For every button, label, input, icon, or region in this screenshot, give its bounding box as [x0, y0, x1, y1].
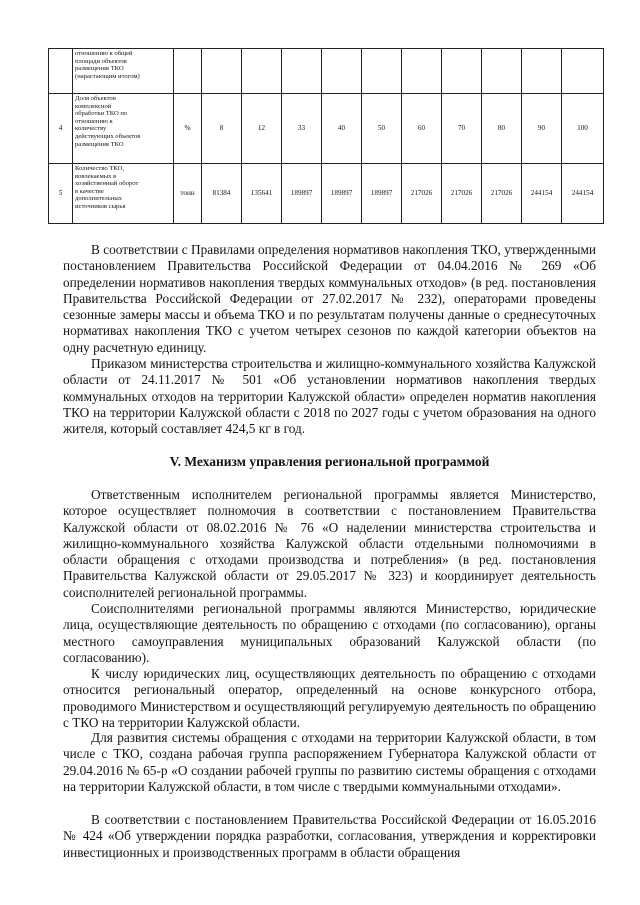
description-line: хозяйственный оборот [75, 180, 139, 188]
value-cell: 189897 [322, 164, 362, 224]
unit-cell [174, 49, 202, 94]
indicators-table [48, 48, 604, 224]
value-cell: 189897 [282, 164, 322, 224]
table-row [49, 49, 604, 94]
value-cell [402, 49, 442, 94]
value-cell: 40 [322, 94, 362, 164]
value-cell: 33 [282, 94, 322, 164]
row-number: 4 [49, 94, 73, 164]
value-cell: 70 [442, 94, 482, 164]
value-cell: 60 [402, 94, 442, 164]
value-cell: 189897 [362, 164, 402, 224]
paragraph-regional-operator: К числу юридических лиц, осуществляющих деятельность по обращению с отходами относится региональный оператор, определенный на основе конкурсного отбора, проводимого Министерством и осуществляющий регулируемую деятельность по обращению с ТКО на территории Калужской области. [63, 666, 596, 730]
value-cell: 90 [522, 94, 562, 164]
description-line: вовлекаемых в [75, 172, 117, 180]
paragraph-norms-rules: В соответствии с Правилами определения нормативов накопления ТКО, утвержденными постановлением Правительства Российской Федерации от 04.04.2016 № 269 «Об определении нормативов накопления твердых коммунальных отходов» (в ред. постановления Правительства Российской Федерации от 27.02.2017 № 232), операторами проведены сезонные замеры массы и объема ТКО и по результатам получены данные о среднесуточных нормативах накопления ТКО с учетом четырех сезонов по каждой категории объектов на одну расчетную единицу. [63, 242, 596, 355]
description-line: площади объектов [75, 57, 127, 65]
description-line: размещения ТКО [75, 140, 124, 148]
description-line: отношению к общей [75, 50, 133, 57]
value-cell [322, 49, 362, 94]
value-cell: 244154 [522, 164, 562, 224]
section-heading: V. Механизм управления региональной программой [169, 454, 490, 469]
value-cell [202, 49, 242, 94]
value-cell: 100 [562, 94, 604, 164]
value-cell [562, 49, 604, 94]
table-row [49, 94, 604, 164]
value-cell [482, 49, 522, 94]
description-line: количеству [75, 125, 107, 133]
value-cell: 12 [242, 94, 282, 164]
value-cell: 80 [482, 94, 522, 164]
description-line: размещения ТКО [75, 65, 124, 73]
value-cell [522, 49, 562, 94]
row-number [49, 49, 73, 94]
paragraph-working-group: Для развития системы обращения с отходами на территории Калужской области, в том числе с ТКО, создана рабочая группа распоряжением Губернатора Калужской области от 29.04.2016 № 65-р «О создании рабочей группы по развитию системы обращения с отходами на территории Калужской области, в том числе с твердыми коммунальными отходами». [63, 730, 596, 794]
paragraph-co-executors: Соисполнителями региональной программы являются Министерство, юридические лица, осуществляющие деятельность по обращению с отходами (по согласованию), органы местного самоуправления муниципальных образований Калужской области (по согласованию). [63, 601, 596, 665]
value-cell: 244154 [562, 164, 604, 224]
description-line: в качестве [75, 187, 104, 195]
description-line: Доля объектов [75, 95, 116, 102]
description-line: действующих объектов [75, 132, 141, 140]
description-line: источников сырья [75, 202, 126, 210]
indicator-description [73, 49, 174, 94]
indicator-description [73, 94, 174, 164]
indicator-description [73, 164, 174, 224]
paragraph-resolution-424: В соответствии с постановлением Правительства Российской Федерации от 16.05.2016 № 424 «Об утверждении порядка разработки, согласования, утверждения и корректировки инвестиционных и производственных программ в области обращения [63, 812, 596, 860]
value-cell: 50 [362, 94, 402, 164]
unit-cell: % [174, 94, 202, 164]
value-cell: 217026 [482, 164, 522, 224]
description-line: Количество ТКО, [75, 165, 124, 172]
paragraph-responsible-executor: Ответственным исполнителем региональной программы является Министерство, которое осуществляет полномочия в соответствии с постановлением Правительства Калужской области от 08.02.2016 № 76 «О наделении министерства строительства и жилищно-коммунального хозяйства Калужской области отдельными полномочиями в области обращения с отходами производства и потребления» (в ред. постановления Правительства Калужской области от 29.05.2017 № 323) и координирует деятельность соисполнителей региональной программы. [63, 487, 596, 600]
value-cell [442, 49, 482, 94]
row-number: 5 [49, 164, 73, 224]
paragraph-order-501: Приказом министерства строительства и жилищно-коммунального хозяйства Калужской области от 24.11.2017 № 501 «Об установлении нормативов накопления твердых коммунальных отходов на территории Калужской области» определен норматив накопления ТКО на территории Калужской области с 2018 по 2027 годы с учетом образования на одного жителя, который составляет 424,5 кг в год. [63, 356, 596, 437]
value-cell [362, 49, 402, 94]
description-line: комплексной [75, 102, 112, 110]
value-cell [282, 49, 322, 94]
description-line: отношению к [75, 117, 113, 125]
table-row [49, 164, 604, 224]
value-cell: 217026 [442, 164, 482, 224]
description-line: дополнительных [75, 195, 123, 203]
value-cell: 135641 [242, 164, 282, 224]
unit-cell: тонн [174, 164, 202, 224]
value-cell: 8 [202, 94, 242, 164]
value-cell [242, 49, 282, 94]
value-cell: 81384 [202, 164, 242, 224]
value-cell: 217026 [402, 164, 442, 224]
description-line: (нарастающим итогом) [75, 72, 140, 80]
description-line: обработки ТКО по [75, 110, 128, 118]
